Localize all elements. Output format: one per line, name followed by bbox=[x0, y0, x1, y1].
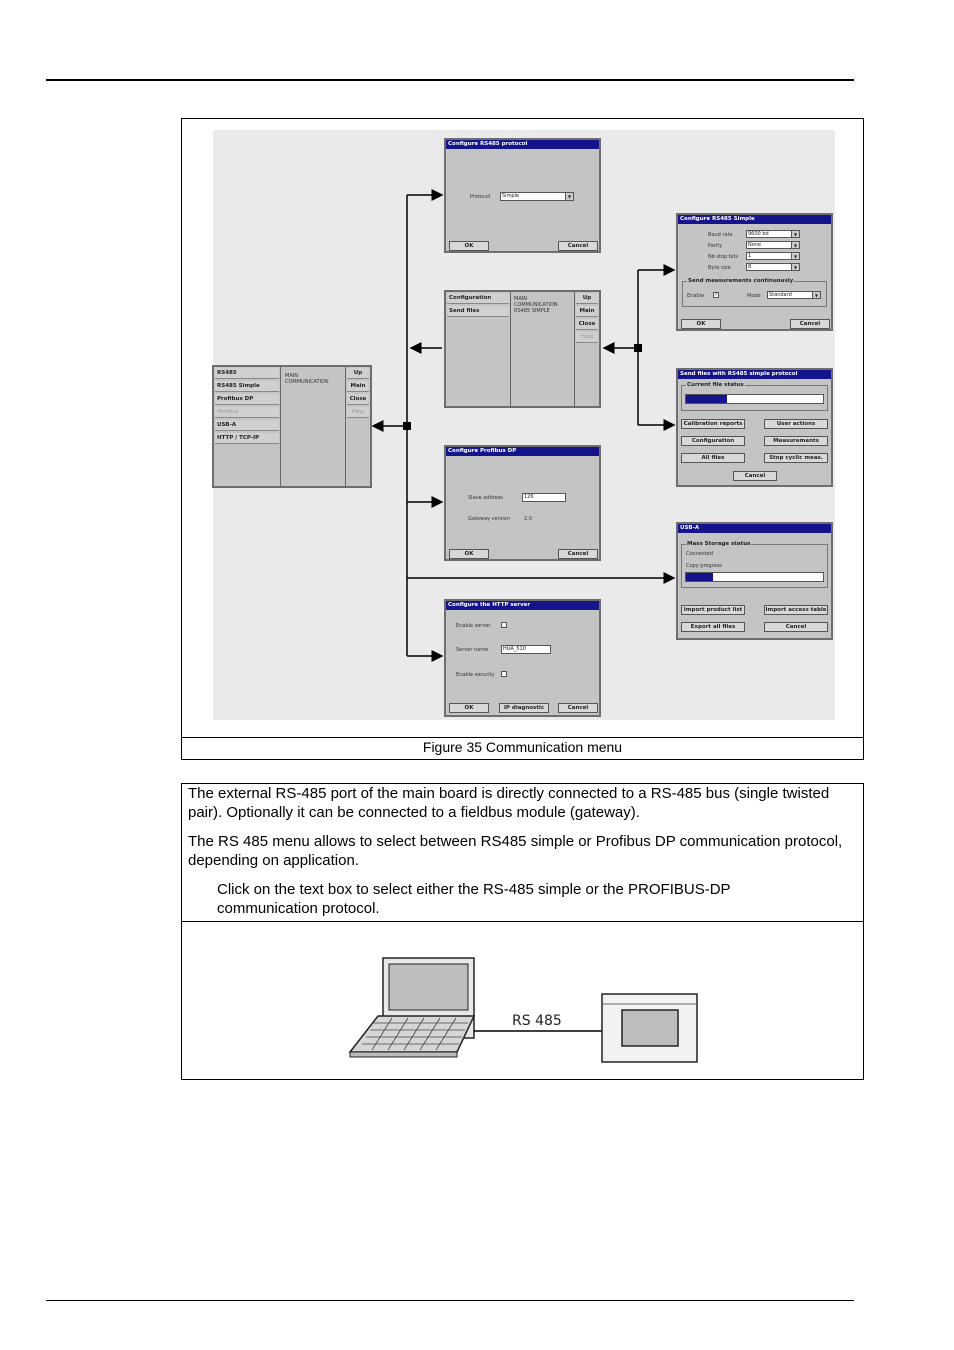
measurements-button[interactable]: Measurements bbox=[764, 436, 828, 446]
server-name-label: Server name bbox=[456, 647, 489, 653]
close-button[interactable]: Close bbox=[576, 319, 598, 330]
file-status-group bbox=[681, 382, 828, 411]
help-button: Help bbox=[576, 332, 598, 343]
window-title: USB-A bbox=[678, 524, 831, 533]
ok-button[interactable]: OK bbox=[449, 703, 489, 713]
window-title: Configure RS485 Simple bbox=[678, 215, 831, 224]
paragraph-3: Click on the text box to select either the RS-485 simple or the PROFIBUS-DP communication protocol. bbox=[217, 881, 731, 917]
copy-progress-label: Copy progress bbox=[686, 563, 722, 569]
mode-value: Standard bbox=[769, 292, 792, 298]
cancel-button[interactable]: Cancel bbox=[733, 471, 777, 481]
cancel-button[interactable]: Cancel bbox=[790, 319, 830, 329]
all-files-button[interactable]: All files bbox=[681, 453, 745, 463]
caption-divider bbox=[182, 737, 863, 738]
menu-item-rs485[interactable]: RS485 bbox=[215, 368, 279, 379]
stop-bits-label: Nb stop bits bbox=[708, 254, 739, 260]
mode-label: Mode bbox=[747, 293, 761, 299]
close-button[interactable]: Close bbox=[347, 394, 369, 405]
ok-button[interactable]: OK bbox=[449, 549, 489, 559]
mode-select[interactable] bbox=[767, 291, 821, 299]
menu-path: MAIN COMMUNICATION RS485 SIMPLE bbox=[514, 296, 558, 314]
footer-rule bbox=[46, 1300, 854, 1301]
usb-window bbox=[676, 522, 833, 640]
ok-button[interactable]: OK bbox=[681, 319, 721, 329]
cancel-button[interactable]: Cancel bbox=[764, 622, 828, 632]
connection-status: Connected bbox=[686, 551, 713, 557]
chevron-down-icon[interactable]: ▼ bbox=[565, 193, 573, 200]
chevron-down-icon[interactable]: ▼ bbox=[791, 264, 799, 270]
analyzer-icon bbox=[602, 994, 697, 1062]
menu-item-modbus: Modbus bbox=[215, 407, 279, 418]
progress-fill bbox=[686, 573, 713, 581]
chevron-down-icon[interactable]: ▼ bbox=[791, 231, 799, 237]
copy-progress-bar bbox=[685, 572, 824, 582]
parity-select[interactable] bbox=[746, 241, 800, 249]
main-button[interactable]: Main bbox=[347, 381, 369, 392]
import-product-list-button[interactable]: Import product list bbox=[681, 605, 745, 615]
server-name-input[interactable]: HUA_510 bbox=[501, 645, 551, 654]
profibus-window bbox=[444, 445, 601, 561]
http-window bbox=[444, 599, 601, 717]
stop-cyclic-button[interactable]: Stop cyclic meas. bbox=[764, 453, 828, 463]
enable-security-label: Enable security bbox=[456, 672, 495, 678]
group-title: Mass Storage status bbox=[687, 541, 751, 547]
cancel-button[interactable]: Cancel bbox=[558, 241, 598, 251]
rs485-link-label: RS 485 bbox=[512, 1013, 562, 1029]
slave-address-input[interactable]: 126 bbox=[522, 493, 566, 502]
gateway-version-value: 2.0 bbox=[524, 516, 532, 522]
menu-item-usb-a[interactable]: USB-A bbox=[215, 420, 279, 431]
rs485-protocol-window bbox=[444, 138, 601, 253]
slave-address-label: Slave address bbox=[468, 495, 503, 501]
window-title: Configure the HTTP server bbox=[446, 601, 599, 610]
cancel-button[interactable]: Cancel bbox=[558, 549, 598, 559]
baud-rate-value: 9600 bd bbox=[748, 231, 769, 237]
enable-server-label: Enable server bbox=[456, 623, 491, 629]
help-button: Help bbox=[347, 407, 369, 418]
figure-caption: Figure 35 Communication menu bbox=[422, 739, 623, 755]
ip-diagnostic-button[interactable]: IP diagnostic bbox=[499, 703, 549, 713]
group-title: Current file status bbox=[687, 382, 744, 388]
header-rule bbox=[46, 79, 854, 81]
configuration-button[interactable]: Configuration bbox=[681, 436, 745, 446]
parity-label: Parity bbox=[708, 243, 723, 249]
menu-item-rs485-simple[interactable]: RS485 Simple bbox=[215, 381, 279, 392]
ok-button[interactable]: OK bbox=[449, 241, 489, 251]
byte-size-label: Byte size bbox=[708, 265, 731, 271]
cancel-button[interactable]: Cancel bbox=[558, 703, 598, 713]
calibration-reports-button[interactable]: Calibration reports bbox=[681, 419, 745, 429]
stop-bits-select[interactable] bbox=[746, 252, 800, 260]
side-divider bbox=[345, 367, 346, 486]
menu-divider bbox=[510, 292, 511, 406]
window-title: Configure RS485 protocol bbox=[446, 140, 599, 149]
send-files-window bbox=[676, 368, 833, 487]
paragraph-1: The external RS-485 port of the main board is directly connected to a RS-485 bus (single twisted pair). Optionally it can be connected to a fieldbus module (gateway). bbox=[188, 785, 830, 821]
byte-size-value: 8 bbox=[748, 264, 752, 270]
export-all-files-button[interactable]: Export all files bbox=[681, 622, 745, 632]
window-title: Configure Profibus DP bbox=[446, 447, 599, 456]
up-button[interactable]: Up bbox=[576, 293, 598, 304]
enable-server-checkbox[interactable] bbox=[501, 622, 507, 628]
stop-bits-value: 1 bbox=[748, 253, 752, 259]
enable-label: Enable bbox=[687, 293, 705, 299]
rs485-simple-window bbox=[444, 290, 601, 408]
menu-divider bbox=[280, 367, 281, 486]
menu-item-profibus-dp[interactable]: Profibus DP bbox=[215, 394, 279, 405]
mass-storage-group bbox=[681, 541, 828, 588]
window-title: Send files with RS485 simple protocol bbox=[678, 370, 831, 379]
gateway-version-label: Gateway version bbox=[468, 516, 510, 522]
send-measurements-group bbox=[682, 278, 827, 307]
protocol-select[interactable] bbox=[500, 192, 574, 201]
description-box bbox=[181, 783, 864, 1080]
side-divider bbox=[574, 292, 575, 406]
file-progress-bar bbox=[685, 394, 824, 404]
menu-item-configuration[interactable]: Configuration bbox=[447, 293, 509, 304]
main-button[interactable]: Main bbox=[576, 306, 598, 317]
chevron-down-icon[interactable]: ▼ bbox=[791, 253, 799, 259]
parity-value: None bbox=[748, 242, 762, 248]
laptop-icon bbox=[350, 958, 474, 1057]
paragraph-2: The RS 485 menu allows to select between RS485 simple or Profibus DP communication protocol, depending on application. bbox=[188, 833, 843, 869]
protocol-value: Simple bbox=[502, 193, 520, 199]
main-communication-window bbox=[212, 365, 372, 488]
group-title: Send measurements continuously bbox=[688, 278, 794, 284]
user-actions-button[interactable]: User actions bbox=[764, 419, 828, 429]
chevron-down-icon[interactable]: ▼ bbox=[812, 292, 820, 298]
byte-size-select[interactable] bbox=[746, 263, 800, 271]
rs485-connection-diagram bbox=[182, 922, 865, 1080]
baud-rate-select[interactable] bbox=[746, 230, 800, 238]
chevron-down-icon[interactable]: ▼ bbox=[791, 242, 799, 248]
progress-fill bbox=[686, 395, 727, 403]
baud-rate-label: Baud rate bbox=[708, 232, 733, 238]
enable-security-checkbox[interactable] bbox=[501, 671, 507, 677]
rs485-simple-config-window bbox=[676, 213, 833, 331]
enable-checkbox[interactable]: ✓ bbox=[714, 292, 719, 298]
menu-item-send-files[interactable]: Send files bbox=[447, 306, 509, 317]
import-access-table-button[interactable]: Import access table bbox=[765, 607, 827, 613]
protocol-label: Protocol bbox=[470, 194, 491, 200]
menu-path: MAIN COMMUNICATION bbox=[285, 373, 329, 385]
menu-item-http[interactable]: HTTP / TCP-IP bbox=[215, 433, 279, 444]
up-button[interactable]: Up bbox=[347, 368, 369, 379]
